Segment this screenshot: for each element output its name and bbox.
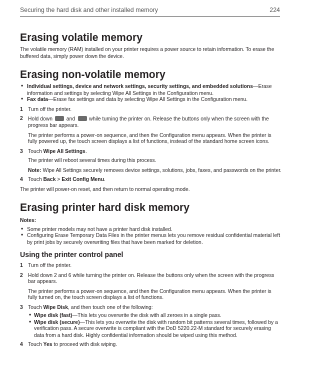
step-text: . [104,177,106,183]
heading-erasing-hard-disk-memory: Erasing printer hard disk memory [20,202,190,214]
step-2: 2 Hold down and while turning the printer on. Release the buttons only when the screen with the progress bar appears. The printer performs a power-on sequence, and then the Configuration menu appears. When the printer is fully powered up, the touch screen displays a list of functions, instead of the standard home screen icons. [20,116,282,146]
keypad-button-icon [78,116,87,121]
non-volatile-steps [20,107,282,184]
wipe-options-list [28,313,282,339]
step-3: 3 Touch Wipe All Settings. The printer will reboot several times during this process. Note: Wipe All Settings securely removes device settings, solutions, jobs, faxes, and passwords on the printer. [20,148,282,174]
step-separator: > [57,177,61,183]
volatile-memory-paragraph: The volatile memory (RAM) installed on your printer requires a power source to retain information. To erase the buffered data, simply power down the device. [20,47,275,60]
note-text: Wipe All Settings securely removes device settings, solutions, jobs, faxes, and passwords on the printer. [42,167,282,174]
step-1: 1 Turn off the printer. [20,263,72,269]
step-bold-text: Exit Config Menu [61,177,105,183]
step-text: to proceed with disk wiping. [53,342,118,348]
option-text: —This lets you overwrite the disk with all zeroes in a single pass. [72,313,222,319]
step-text: Touch [28,304,42,311]
step-bold-text: Wipe All Settings [43,148,86,155]
step-description: The printer performs a power-on sequence, and then the Configuration menu appears. When the printer is fully turned on, the touch screen displays a list of functions. [28,288,272,301]
step-1: 1 Turn off the printer. [20,106,72,113]
option-text: —This lets you overwrite the disk with random bit patterns several times, followed by a verification pass. A secure overwrite is compliant with the DoD 5220.22-M standard for securely erasing data from a hard disk. Highly confidential information should be wiped using this method. [34,319,278,339]
heading-erasing-non-volatile-memory: Erasing non-volatile memory [20,69,166,81]
list-item [28,320,282,340]
step-bold-text: Back [43,177,56,183]
list-item [20,84,282,97]
heading-erasing-volatile-memory: Erasing volatile memory [20,32,143,44]
header-title: Securing the hard disk and other installed memory [20,7,158,14]
step-3: 3 Touch Wipe Disk, and then touch one of the following: • Wipe disk (fast)—This lets you overwrite the disk with all zeroes in a single pass. • Wipe disk (secure)—This lets you overwrite the disk with random bit patterns several times, followed by a verification pass. A secure overwrite is compliant with the DoD 5220.22-M standard for securely erasing data from a hard disk. Highly confidential information should be wiped using this method. [20,305,282,340]
step-bold-text: Wipe Disk [43,304,69,311]
non-volatile-bullet-list [20,84,282,104]
option-bold-text: Wipe disk (fast) [34,313,73,319]
step-text: Touch [28,342,42,348]
step-description: The printer performs a power-on sequence, and then the Configuration menu appears. When the printer is fully powered up, the touch screen displays a list of functions, instead of the standard home screen icons. [28,132,272,145]
hard-disk-steps [20,263,282,349]
step-text: Touch [28,177,42,183]
list-item: • Some printer models may not have a printer hard disk installed. [20,227,282,234]
step-text: , and then touch one of the following: [68,304,153,311]
notes-label [20,218,282,225]
list-item [20,97,282,104]
step-text: . [85,148,87,155]
bullet-text: —Erase information and settings by selecting Wipe All Settings in the Configuration menu. [27,84,272,97]
page-number: 224 [269,7,280,14]
step-4: 4 Touch Back > Exit Config Menu. [20,177,106,183]
step-bold-text: Yes [43,342,53,348]
hard-disk-notes-list [20,227,282,247]
bullet-text: —Erase fax settings and data by selecting Wipe All Settings in the Configuration menu. [48,97,248,103]
step-text: Hold down 2 and 6 while turning the printer on. Release the buttons only when the screen with the progress bar appears. [28,272,275,285]
bullet-bold-text: Fax data [27,97,49,103]
step-text: while turning the printer on. Release the buttons only when the screen with the progress bar appears. [28,116,269,129]
keypad-button-icon [55,116,64,121]
notes-label-text: Notes: [20,218,37,224]
step-text: Turn off the printer. [28,263,72,269]
list-item: • Configuring Erase Temporary Data Files in the printer menus lets you remove residual confidential material left by print jobs by securely overwriting files that have been marked for deletion. [20,233,282,246]
bullet-bold-text: Individual settings, device and network settings, security settings, and embedded solutions [27,84,253,90]
option-bold-text: Wipe disk (secure) [34,319,80,326]
header-divider [20,16,280,17]
step-text: Touch [28,148,42,155]
step-text: Turn off the printer. [28,106,72,113]
subheading-printer-control-panel: Using the printer control panel [20,251,124,259]
note-label: Note: [28,167,42,174]
step-description: The printer will reboot several times during this process. [28,158,157,164]
document-body [20,32,282,349]
step-text: Hold down [28,116,53,123]
note [28,168,282,175]
step-text: and [66,116,76,123]
step-2: 2 Hold down 2 and 6 while turning the printer on. Release the buttons only when the screen with the progress bar appears. The printer performs a power-on sequence, and then the Configuration menu appears. When the printer is fully turned on, the touch screen displays a list of functions. [20,273,282,302]
step-4: 4 Touch Yes to proceed with disk wiping. [20,342,118,348]
non-volatile-closing-paragraph: The printer will power-on reset, and then return to normal operating mode. [20,186,190,193]
